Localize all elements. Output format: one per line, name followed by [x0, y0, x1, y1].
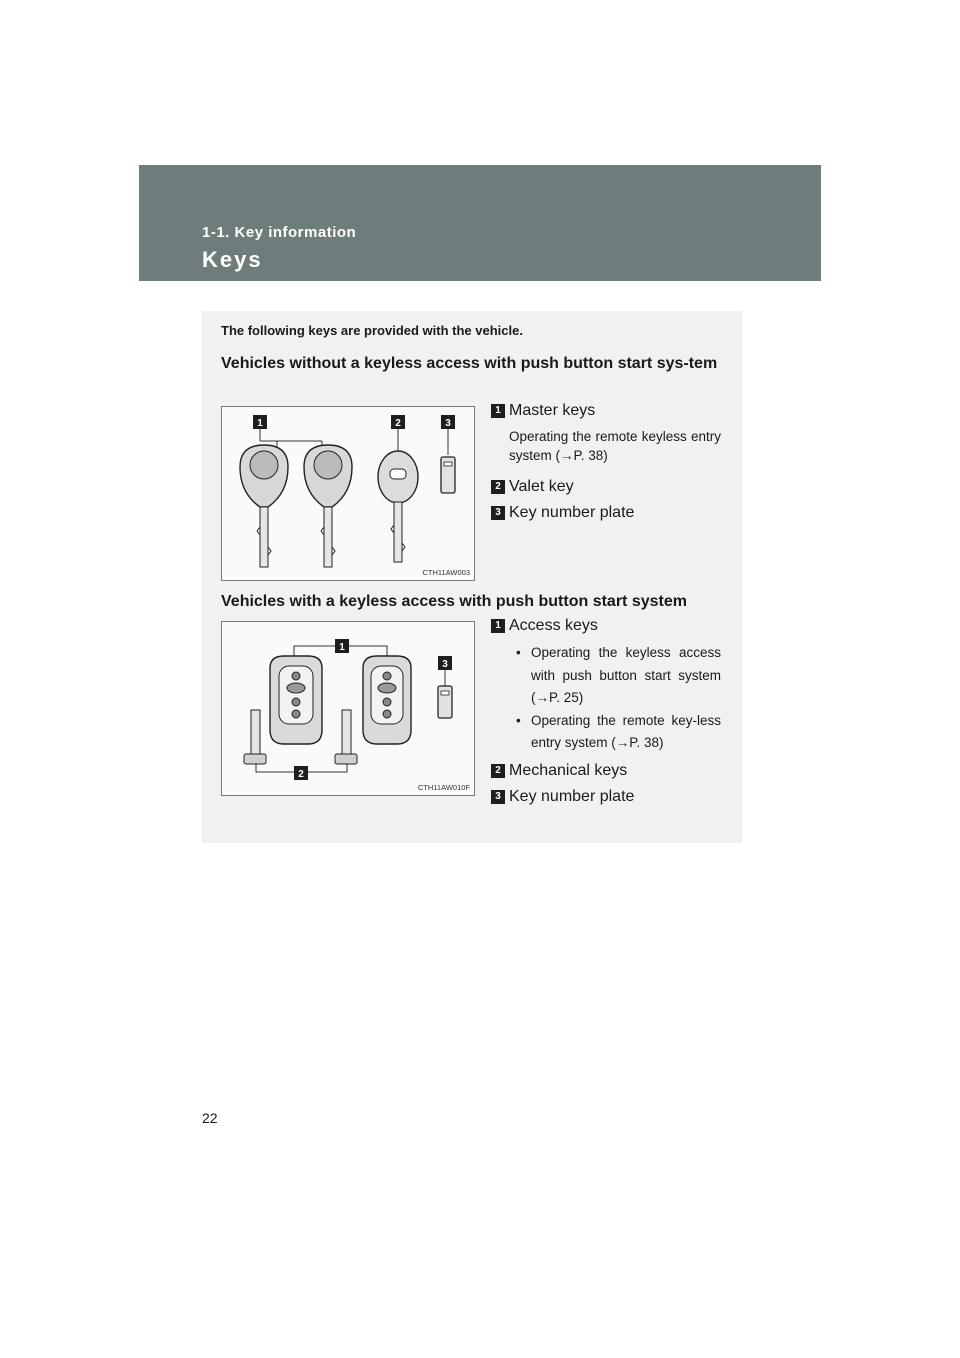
bullet-item: • Operating the remote key-less entry system (→P. 38) — [511, 710, 721, 755]
item-label: Key number plate — [509, 787, 635, 805]
list-item — [491, 761, 721, 781]
fig2-label-2: 2 — [298, 769, 304, 780]
section2-heading: Vehicles with a keyless access with push button start system — [221, 593, 687, 610]
item-number: 1 — [491, 404, 505, 418]
item-number: 3 — [491, 790, 505, 804]
list-item — [491, 477, 721, 497]
item-number: 2 — [491, 480, 505, 494]
content-panel — [202, 311, 742, 843]
fig1-label-2: 2 — [395, 418, 401, 429]
intro-text: The following keys are provided with the vehicle. — [221, 323, 523, 338]
item-label: Valet key — [509, 478, 574, 495]
access-keys-drawing — [222, 622, 476, 797]
item-label: Key number plate — [509, 504, 635, 521]
list-item — [491, 503, 721, 523]
item-note: Operating the remote keyless entry system (→P. 38) — [509, 429, 721, 463]
access-keys-illustration — [221, 621, 475, 796]
section1-heading: Vehicles without a keyless access with push button start sys-tem — [221, 355, 718, 372]
item-number: 2 — [491, 764, 505, 778]
section-label: 1-1. Key information — [202, 224, 357, 241]
bullet-item: • Operating the keyless access with push button start system (→P. 25) — [511, 642, 721, 710]
item-label: Access keys — [509, 617, 598, 634]
item-label: Mechanical keys — [509, 761, 628, 779]
item-label: Master keys — [509, 402, 596, 419]
list-item — [491, 787, 721, 807]
fig1-label-1: 1 — [257, 418, 263, 429]
fig2-label-3: 3 — [442, 659, 448, 670]
item-number: 3 — [491, 506, 505, 520]
page-title: Keys — [202, 247, 263, 272]
list-item — [491, 401, 721, 421]
list-item — [491, 616, 721, 636]
bullet-list — [491, 642, 721, 755]
figure-code: CTH11AW010F — [417, 783, 470, 792]
chapter-header — [139, 165, 821, 281]
item-number: 1 — [491, 619, 505, 633]
master-keys-illustration — [221, 406, 475, 581]
section2-list — [491, 616, 721, 813]
page-number: 22 — [202, 1110, 218, 1126]
figure-code: CTH11AW003 — [422, 568, 470, 577]
fig1-label-3: 3 — [445, 418, 451, 429]
keys-drawing — [222, 407, 476, 582]
fig2-label-1: 1 — [339, 642, 345, 653]
section1-list — [491, 401, 721, 529]
